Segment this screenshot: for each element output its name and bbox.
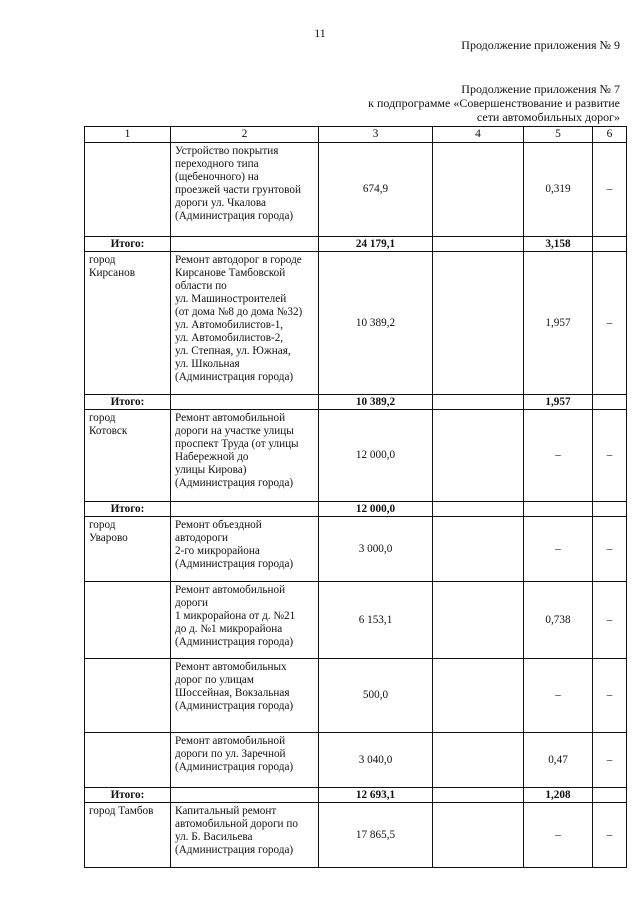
amount-cell: 12 000,0 bbox=[319, 410, 433, 502]
column-6-cell: – bbox=[593, 410, 627, 502]
length-cell: 0,738 bbox=[524, 582, 593, 659]
length-cell: 0,319 bbox=[524, 143, 593, 237]
column-6-cell: – bbox=[593, 252, 627, 395]
length-cell: – bbox=[524, 410, 593, 502]
page-number: 11 bbox=[314, 26, 326, 40]
appendix-header bbox=[368, 82, 620, 124]
road-works-table bbox=[84, 126, 627, 868]
work-description-cell: Ремонт автомобильных дорог по улицам Шоссейная, Вокзальная (Администрация города) bbox=[171, 659, 319, 733]
length-cell: 1,957 bbox=[524, 252, 593, 395]
total-label: Итого: bbox=[85, 788, 171, 803]
column-4-cell bbox=[433, 252, 524, 395]
continuation-note: Продолжение приложения № 9 bbox=[461, 38, 620, 52]
table-row bbox=[85, 143, 627, 237]
table-row bbox=[85, 252, 627, 395]
column-6-cell: – bbox=[593, 517, 627, 582]
locality-cell: город Уварово bbox=[85, 517, 171, 582]
table-row bbox=[85, 659, 627, 733]
locality-cell bbox=[85, 733, 171, 788]
total-row bbox=[85, 502, 627, 517]
total-empty bbox=[433, 237, 524, 252]
column-4-cell bbox=[433, 517, 524, 582]
amount-cell: 3 000,0 bbox=[319, 517, 433, 582]
total-spacer bbox=[171, 395, 319, 410]
column-6-cell: – bbox=[593, 733, 627, 788]
length-cell: – bbox=[524, 659, 593, 733]
column-header: 5 bbox=[524, 127, 593, 143]
column-6-cell: – bbox=[593, 659, 627, 733]
total-empty bbox=[593, 395, 627, 410]
total-spacer bbox=[171, 502, 319, 517]
work-description-cell: Ремонт автодорог в городе Кирсанове Тамбовской области по ул. Машиностроителей (от дома №8 до дома №32) ул. Автомобилистов-1, ул. Автомобилистов-2, ул. Степная, ул. Южная, ул. Школьная (Администрация города) bbox=[171, 252, 319, 395]
total-amount: 10 389,2 bbox=[319, 395, 433, 410]
column-header: 4 bbox=[433, 127, 524, 143]
total-row bbox=[85, 788, 627, 803]
column-4-cell bbox=[433, 659, 524, 733]
amount-cell: 500,0 bbox=[319, 659, 433, 733]
locality-cell bbox=[85, 143, 171, 237]
amount-cell: 674,9 bbox=[319, 143, 433, 237]
column-6-cell: – bbox=[593, 803, 627, 868]
column-4-cell bbox=[433, 733, 524, 788]
total-empty bbox=[593, 788, 627, 803]
column-header: 1 bbox=[85, 127, 171, 143]
column-number-row bbox=[85, 127, 627, 143]
amount-cell: 6 153,1 bbox=[319, 582, 433, 659]
appendix-header-line: сети автомобильных дорог» bbox=[476, 110, 620, 124]
appendix-header-line: к подпрограмме «Совершенствование и развитие bbox=[368, 96, 620, 110]
work-description-cell: Ремонт объездной автодороги 2-го микрорайона (Администрация города) bbox=[171, 517, 319, 582]
total-spacer bbox=[171, 237, 319, 252]
work-description-cell: Ремонт автомобильной дороги по ул. Заречной (Администрация города) bbox=[171, 733, 319, 788]
column-header: 2 bbox=[171, 127, 319, 143]
locality-cell bbox=[85, 659, 171, 733]
table-row bbox=[85, 582, 627, 659]
total-row bbox=[85, 237, 627, 252]
table-row bbox=[85, 733, 627, 788]
appendix-header-line: Продолжение приложения № 7 bbox=[461, 82, 620, 96]
total-row bbox=[85, 395, 627, 410]
column-4-cell bbox=[433, 143, 524, 237]
column-4-cell bbox=[433, 803, 524, 868]
table-row bbox=[85, 517, 627, 582]
total-amount: 12 000,0 bbox=[319, 502, 433, 517]
total-empty bbox=[593, 237, 627, 252]
table-row bbox=[85, 803, 627, 868]
work-description-cell: Устройство покрытия переходного типа (щебеночного) на проезжей части грунтовой дороги ул. Чкалова (Администрация города) bbox=[171, 143, 319, 237]
total-label: Итого: bbox=[85, 395, 171, 410]
locality-cell: город Кирсанов bbox=[85, 252, 171, 395]
amount-cell: 3 040,0 bbox=[319, 733, 433, 788]
total-label: Итого: bbox=[85, 502, 171, 517]
table-row bbox=[85, 410, 627, 502]
work-description-cell: Капитальный ремонт автомобильной дороги по ул. Б. Васильева (Администрация города) bbox=[171, 803, 319, 868]
work-description-cell: Ремонт автомобильной дороги на участке улицы проспект Труда (от улицы Набережной до улицы Кирова) (Администрация города) bbox=[171, 410, 319, 502]
total-length: 1,957 bbox=[524, 395, 593, 410]
locality-cell bbox=[85, 582, 171, 659]
work-description-cell: Ремонт автомобильной дороги 1 микрорайона от д. №21 до д. №1 микрорайона (Администрация города) bbox=[171, 582, 319, 659]
total-amount: 12 693,1 bbox=[319, 788, 433, 803]
total-empty bbox=[433, 395, 524, 410]
total-spacer bbox=[171, 788, 319, 803]
column-header: 6 bbox=[593, 127, 627, 143]
total-empty bbox=[433, 502, 524, 517]
table-body bbox=[85, 143, 627, 868]
column-6-cell: – bbox=[593, 143, 627, 237]
length-cell: – bbox=[524, 803, 593, 868]
locality-cell: город Котовск bbox=[85, 410, 171, 502]
column-4-cell bbox=[433, 582, 524, 659]
total-empty bbox=[433, 788, 524, 803]
locality-cell: город Тамбов bbox=[85, 803, 171, 868]
amount-cell: 10 389,2 bbox=[319, 252, 433, 395]
total-label: Итого: bbox=[85, 237, 171, 252]
total-empty bbox=[593, 502, 627, 517]
total-amount: 24 179,1 bbox=[319, 237, 433, 252]
total-length: 1,208 bbox=[524, 788, 593, 803]
amount-cell: 17 865,5 bbox=[319, 803, 433, 868]
length-cell: 0,47 bbox=[524, 733, 593, 788]
column-4-cell bbox=[433, 410, 524, 502]
column-6-cell: – bbox=[593, 582, 627, 659]
length-cell: – bbox=[524, 517, 593, 582]
total-length bbox=[524, 502, 593, 517]
total-length: 3,158 bbox=[524, 237, 593, 252]
column-header: 3 bbox=[319, 127, 433, 143]
